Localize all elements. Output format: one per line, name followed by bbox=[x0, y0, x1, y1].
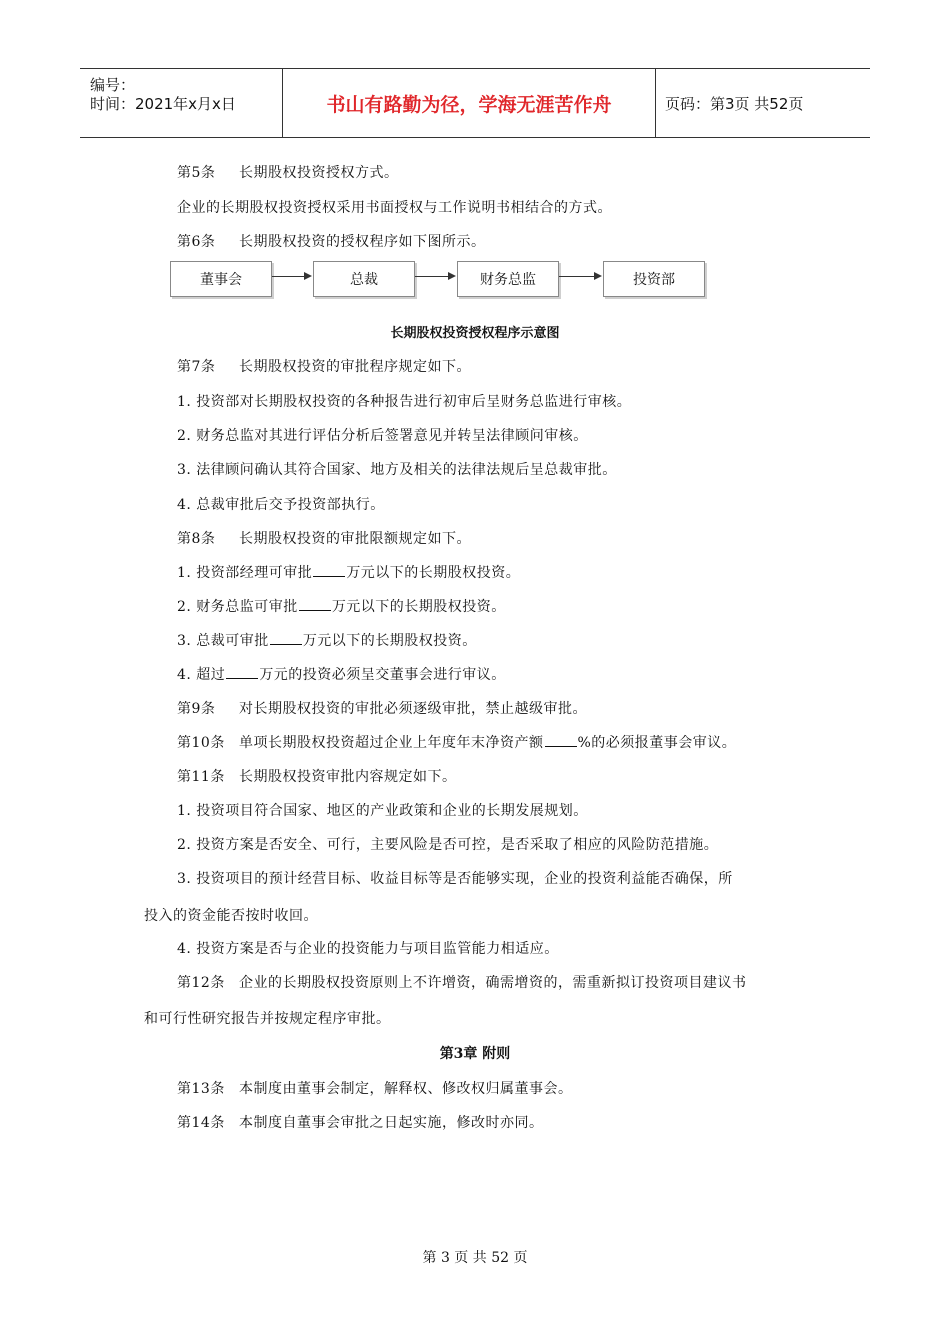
fill-blank bbox=[545, 734, 577, 747]
doc-time-label: 时间：2021年x月x日 bbox=[90, 95, 236, 113]
article-number: 第14条 bbox=[177, 1115, 225, 1131]
flow-arrow-icon bbox=[415, 276, 456, 278]
article-number: 第11条 bbox=[177, 769, 225, 785]
article-number: 第12条 bbox=[177, 975, 225, 991]
list-text: 万元以下的长期股权投资。 bbox=[346, 565, 521, 581]
article-number: 第7条 bbox=[177, 359, 216, 375]
header-motto-cell bbox=[282, 69, 656, 137]
list-item: 4. 投资方案是否与企业的投资能力与项目监管能力相适应。 bbox=[177, 941, 559, 957]
list-text: 4. 超过 bbox=[177, 667, 226, 683]
flow-box-president: 总裁 bbox=[313, 261, 415, 297]
flow-arrow-icon bbox=[272, 276, 312, 278]
article-13 bbox=[177, 1078, 573, 1098]
article-12-continued: 和可行性研究报告并按规定程序审批。 bbox=[144, 1011, 391, 1027]
article-text: 长期股权投资的审批限额规定如下。 bbox=[239, 531, 471, 547]
list-item: 4. 总裁审批后交予投资部执行。 bbox=[177, 497, 385, 513]
article-text: 企业的长期股权投资原则上不许增资，确需增资的，需重新拟订投资项目建议书 bbox=[239, 975, 747, 991]
list-item: 1. 投资项目符合国家、地区的产业政策和企业的长期发展规划。 bbox=[177, 803, 588, 819]
article-9 bbox=[177, 698, 587, 718]
flow-arrow-icon bbox=[559, 276, 602, 278]
list-item bbox=[177, 562, 520, 582]
flow-box-cfo: 财务总监 bbox=[457, 261, 559, 297]
article-10 bbox=[177, 732, 736, 752]
article-text: %的必须报董事会审议。 bbox=[577, 735, 737, 751]
fill-blank bbox=[299, 598, 331, 611]
article-6 bbox=[177, 231, 486, 251]
article-number: 第10条 bbox=[177, 735, 225, 751]
chapter-heading: 第3章 附则 bbox=[439, 1046, 511, 1062]
list-item: 2. 财务总监对其进行评估分析后签署意见并转呈法律顾问审核。 bbox=[177, 428, 588, 444]
article-number: 第9条 bbox=[177, 701, 216, 717]
list-item: 3. 投资项目的预计经营目标、收益目标等是否能够实现，企业的投资利益能否确保，所 bbox=[177, 871, 733, 887]
article-number: 第6条 bbox=[177, 234, 216, 250]
flow-box-investment: 投资部 bbox=[603, 261, 705, 297]
list-text: 万元的投资必须呈交董事会进行审议。 bbox=[259, 667, 506, 683]
list-item bbox=[177, 664, 506, 684]
list-item: 3. 法律顾问确认其符合国家、地方及相关的法律法规后呈总裁审批。 bbox=[177, 462, 617, 478]
flow-box-board: 董事会 bbox=[170, 261, 272, 297]
article-text: 本制度自董事会审批之日起实施，修改时亦同。 bbox=[239, 1115, 544, 1131]
article-text: 对长期股权投资的审批必须逐级审批，禁止越级审批。 bbox=[239, 701, 587, 717]
article-number: 第5条 bbox=[177, 165, 216, 181]
article-12 bbox=[177, 972, 747, 992]
list-text: 1. 投资部经理可审批 bbox=[177, 565, 313, 581]
header-meta bbox=[80, 69, 282, 137]
article-number: 第8条 bbox=[177, 531, 216, 547]
header-page-label: 页码：第3页 共52页 bbox=[665, 94, 804, 113]
list-text: 万元以下的长期股权投资。 bbox=[331, 599, 506, 615]
doc-number-label: 编号： bbox=[90, 76, 136, 94]
list-text: 万元以下的长期股权投资。 bbox=[302, 633, 477, 649]
article-11 bbox=[177, 766, 457, 786]
article-text: 长期股权投资授权方式。 bbox=[239, 165, 399, 181]
list-item: 1. 投资部对长期股权投资的各种报告进行初审后呈财务总监进行审核。 bbox=[177, 394, 632, 410]
list-text: 2. 财务总监可审批 bbox=[177, 599, 298, 615]
list-item: 2. 投资方案是否安全、可行，主要风险是否可控，是否采取了相应的风险防范措施。 bbox=[177, 837, 719, 853]
page-footer: 第 3 页 共 52 页 bbox=[422, 1250, 528, 1266]
fill-blank bbox=[313, 564, 345, 577]
article-text: 单项长期股权投资超过企业上年度年末净资产额 bbox=[239, 735, 544, 751]
article-text: 长期股权投资的授权程序如下图所示。 bbox=[239, 234, 486, 250]
list-item bbox=[177, 630, 477, 650]
article-5 bbox=[177, 162, 399, 182]
fill-blank bbox=[270, 632, 302, 645]
flow-caption: 长期股权投资授权程序示意图 bbox=[390, 326, 560, 341]
list-item-continued: 投入的资金能否按时收回。 bbox=[144, 908, 318, 924]
paragraph: 企业的长期股权投资授权采用书面授权与工作说明书相结合的方式。 bbox=[177, 200, 612, 216]
article-14 bbox=[177, 1112, 544, 1132]
fill-blank bbox=[226, 666, 258, 679]
article-text: 长期股权投资审批内容规定如下。 bbox=[239, 769, 457, 785]
article-number: 第13条 bbox=[177, 1081, 225, 1097]
article-8 bbox=[177, 528, 471, 548]
list-text: 3. 总裁可审批 bbox=[177, 633, 269, 649]
article-text: 本制度由董事会制定，解释权、修改权归属董事会。 bbox=[239, 1081, 573, 1097]
header-motto: 书山有路勤为径，学海无涯苦作舟 bbox=[326, 93, 612, 116]
article-text: 长期股权投资的审批程序规定如下。 bbox=[239, 359, 471, 375]
list-item bbox=[177, 596, 506, 616]
article-7 bbox=[177, 356, 471, 376]
page-header bbox=[80, 68, 870, 138]
